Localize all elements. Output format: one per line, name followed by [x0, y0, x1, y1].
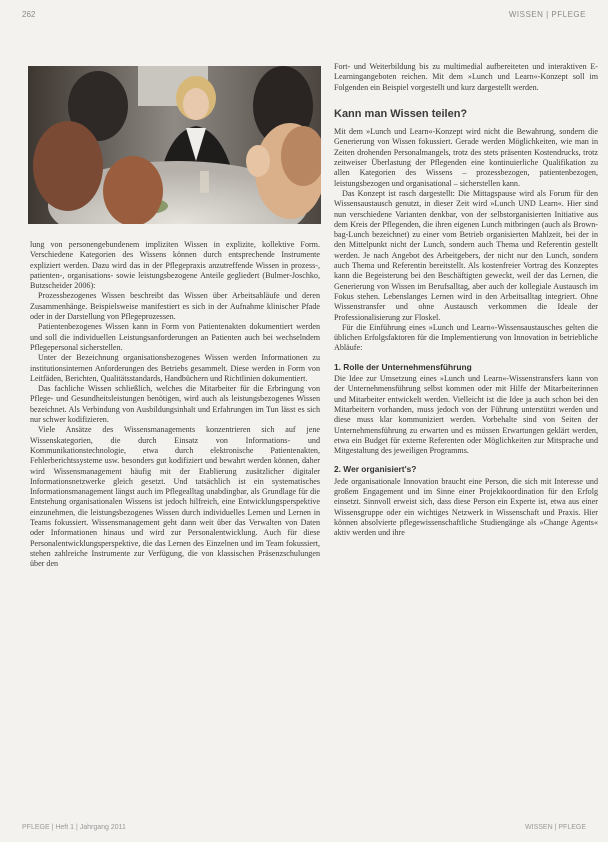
photo-group-discussion: [28, 66, 321, 224]
photo-illustration: [28, 66, 321, 224]
paragraph: Für die Einführung eines »Lunch und Learn«-Wissensaustausches gelten die üblichen Erfolgsfaktoren für die Implementierung von Innovation in betriebliche Abläufe:: [334, 322, 598, 353]
paragraph: lung von personengebundenem impliziten Wissen in explizite, kollektive Form. Verschiedene Kategorien des Wissens können durch entsprechende Instrumente expliziert werden. Dazu wird das in der Pflegepraxis anzutreffende Wissen in prozess-, patienten-, organisations- sowie leistungsbezogene Anteile gegliedert (Bulmer-Joschko, Butzscheider 2006):: [30, 240, 320, 291]
subsection-heading: 1. Rolle der Unternehmensführung: [334, 361, 472, 372]
section-heading: Kann man Wissen teilen?: [334, 107, 468, 120]
left-text-column: [30, 240, 320, 570]
paragraph: Fort- und Weiterbildung bis zu multimedial aufbereiteten und interaktiven E-Learningangeboten reichen. Mit dem »Lunch und Learn«-Konzept soll im Folgenden ein Beispiel vorgestellt und kurz dargestellt werden.: [334, 62, 598, 92]
paragraph: Mit dem »Lunch und Learn«-Konzept wird nicht die Bewahrung, sondern die Generierung von Wissen fokussiert. Gerade werden Möglichkeiten, wie man in Zeiten drohenden Personalmangels, trotz des stets präsenten Kostendrucks, trotz zeitweiser Überlastung der Pflegenden eine kontinuierliche Qualifikation zu allen Kategorien des Wissens – prozessbezogen, patientenbezogen, leistungsbezogen und organisational – sicherstellen kann.: [334, 127, 598, 188]
paragraph: Patientenbezogenes Wissen kann in Form von Patientenakten dokumentiert werden und soll die individuellen Leistungsanforderungen an Patienten auch bei wechselndem Pflegepersonal sicherstellen.: [30, 322, 320, 352]
paragraph: Das fachliche Wissen schließlich, welches die Mitarbeiter für die Erbringung von Pflege- und Gesundheitsleistungen benötigen, wird auch als leistungsbezogenes Wissen bezeichnet. Als Verbindung von Ausbildungsinhalt und Erfahrungen im Tun lässt es sich nur schwer kodifizieren.: [30, 384, 320, 425]
paragraph: Jede organisationale Innovation braucht eine Person, die sich mit Interesse und großem Engagement und im Sinne einer Projektkoordination für den Erfolg einsetzt. Sinnvoll erweist sich, dass diese Person ein Experte ist, etwa aus einer Wissensgruppe oder ein wichtiges Netzwerk in Wissenschaft und Praxis. Hier können absolvierte pflegewissenschaftliche Studiengänge als »Change Agents« aktiv werden und ihre: [334, 476, 598, 538]
right-text-column: [334, 62, 598, 538]
paragraph: Prozessbezogenes Wissen beschreibt das Wissen über Arbeitsabläufe und deren Zusammenhänge. Beispielsweise manifestiert es sich in der Aufnahme klinischer Pfade oder in der Darstellung von Pflegeprozessen.: [30, 291, 320, 322]
paragraph: Viele Ansätze des Wissensmanagements konzentrieren sich auf jene Wissenskategorien, die durch Einsatz von Informations- und Kommunikationstechnologie, etwa durch elektronische Patientenakten, Fehlerberichtssysteme usw. besonders gut kodifiziert und bewahrt werden können, daher wird Wissensmanagement häufig mit der Etablierung zusätzlicher digitaler Informationsnetzwerke gleich gesetzt. Und tatsächlich ist ein systematisches Informationsmanagement längst auch im Pflegealltag unabdingbar, als Grundlage für die Entstehung organisationalen Wissens ist jedoch hilfreich, eine Entwicklungsperspektive einzunehmen, die leistungsbezogenes Wissen durch individuelles Lernen und Lernen in Teams fokussiert. Wissensmanagement geht dann weit über das Verwalten von Daten oder Informationen hinaus und wird zur Personalentwicklung. Auch für diese Personalentwicklungsperspektive, die das Lernen des Einzelnen und im Team fokussiert, stehen zahlreiche Instrumente zur Verfügung, die von klassischen Präsenzschulungen über den: [30, 425, 320, 569]
paragraph: Unter der Bezeichnung organisationsbezogenes Wissen werden Informationen zu institutionsinternen Anforderungen des Betriebs gesammelt. Diese werden in Form von Leitfäden, Berichten, Qualitätsstandards, Handbüchern und Richtlinien dokumentiert.: [30, 353, 320, 383]
footer-left: PFLEGE | Heft 1 | Jahrgang 2011: [22, 824, 126, 831]
paragraph: Die Idee zur Umsetzung eines »Lunch und Learn«-Wissenstransfers kann von der Unternehmensführung selbst kommen oder mit Hilfe der Mitarbeiterinnen und Mitarbeiter entwickelt werden. Vielleicht ist die Idee ja auch schon bei den Mitarbeitern vorhanden, muss jedoch von der Führung unterstützt werden und diese muss klar kommuniziert werden. Vorbehalte sind von Seiten der Unternehmensführung zu erwarten und es müssen Erwartungen geklärt werden, etwa ein Budget für externe Referenten oder Möglichkeiten zur Mitsprache und Mitgestaltung des jeweiligen Programms.: [334, 374, 598, 456]
subsection-heading: 2. Wer organisiert's?: [334, 464, 417, 475]
paragraph: Das Konzept ist rasch dargestellt: Die Mittagspause wird als Forum für den Wissensaustausch genutzt, in dieser Zeit wird »Lunch UND Learn«. Hier sind nun verschiedene Varianten denkbar, von der selbstorganisierten Initiative aus dem Kreis der Pflegenden, die ihren eigenen Lunch mitbringen (auch als Brown-bag-Lunch bezeichnet) zu einer vom Betrieb organisierten Mahlzeit, bei der in den Mittelpunkt nicht der Lunch, sondern auch Thema und Referentin gestellt werden. Je nach Angebot des Arbeitgebers, der nicht nur den Lunch, sondern auch Thema und Referentin bereitstellt. Als kostenfreier Vortrag des Konzeptes kann die Begeisterung bei den Beschäftigten geweckt, weil der das Lernen, die Generierung von Wissen im Berufsalltag, aber auch der kollegiale Austausch im Fokus stehen. Lebenslanges Lernen wird in den Arbeitsalltag integriert. Ohne Wissenstransfer und ohne Austausch verkommen die Ideale der Professionalisierung zur Floskel.: [334, 188, 598, 322]
running-header: [22, 8, 586, 24]
page-number: 262: [22, 10, 36, 19]
section-label: WISSEN | PFLEGE: [508, 10, 586, 19]
footer-right: WISSEN | PFLEGE: [525, 824, 586, 831]
page-footer: [22, 824, 586, 836]
